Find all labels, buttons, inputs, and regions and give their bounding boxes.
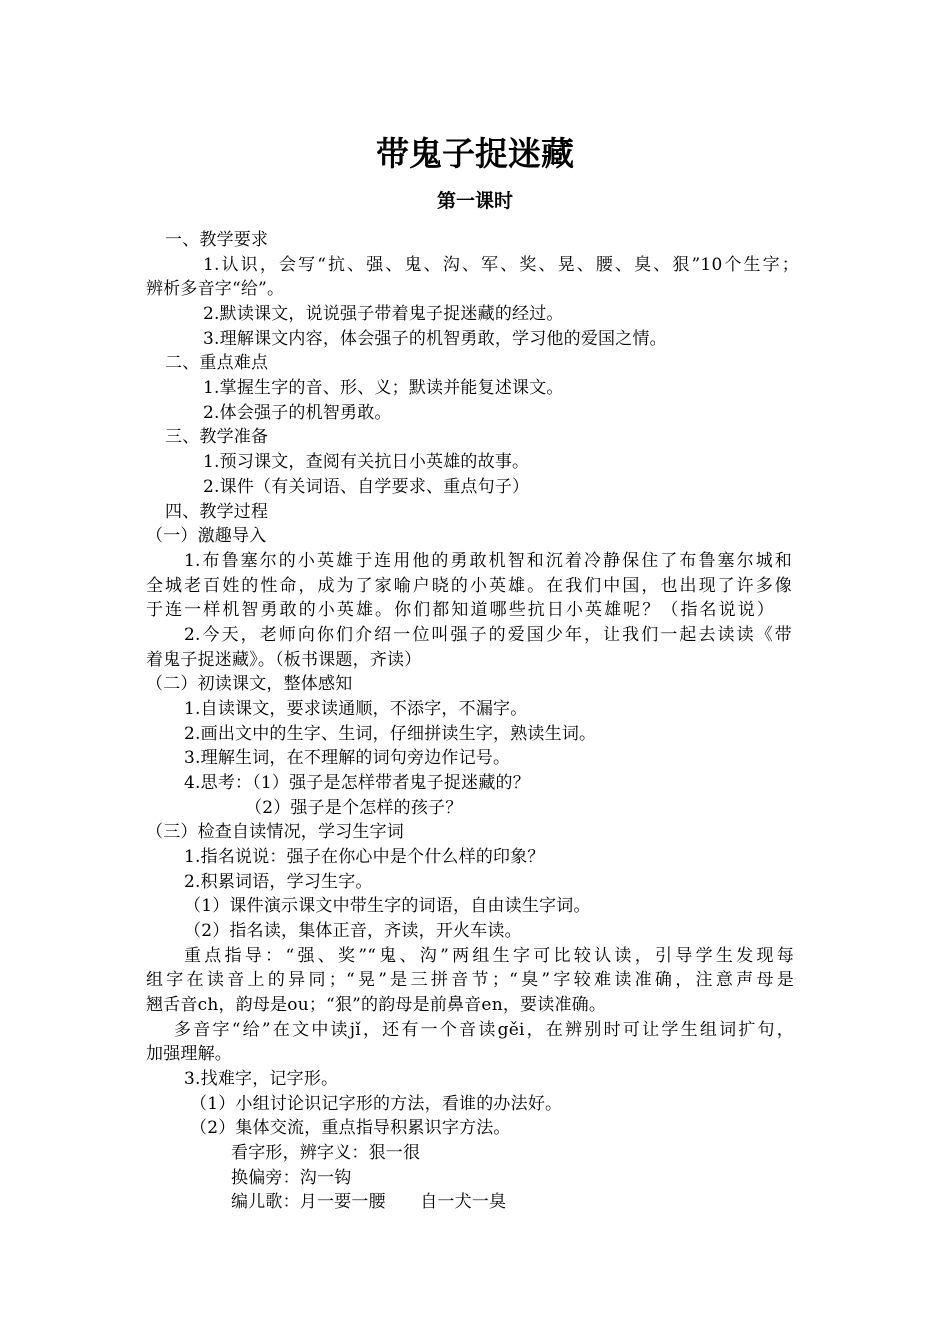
paragraph-line: 1.认识，会写“抗、强、鬼、沟、军、奖、晃、腰、臭、狠”10个生字； — [203, 255, 799, 275]
paragraph-line: 2.课件（有关词语、自学要求、重点句子） — [203, 477, 530, 497]
section-heading: 四、教学过程 — [165, 502, 269, 522]
paragraph-line: 2.默读课文，说说强子带着鬼子捉迷藏的经过。 — [203, 304, 564, 324]
paragraph-line: 于连一样机智勇敢的小英雄。你们都知道哪些抗日小英雄呢？（指名说说） — [146, 600, 774, 620]
paragraph-line: 1.预习课文，查阅有关抗日小英雄的故事。 — [203, 452, 530, 472]
paragraph-line: 翘舌音ch，韵母是ou；“狠”的韵母是前鼻音en，要读准确。 — [146, 995, 607, 1015]
subsection-heading: （三）检查自读情况，学习生字词 — [146, 822, 404, 842]
document-title: 带鬼子捉迷藏 — [376, 134, 574, 173]
paragraph-line: 4.思考：（1）强子是怎样带者鬼子捉迷藏的？ — [184, 773, 530, 793]
paragraph-line: 看字形，辨字义：狠一很 — [231, 1143, 421, 1163]
paragraph-line: （1）小组讨论识记字形的方法，看谁的办法好。 — [190, 1094, 563, 1114]
paragraph-line: （1）课件演示课文中带生字的词语，自由读生字词。 — [184, 896, 591, 916]
paragraph-line: 着鬼子捉迷藏》。（板书课题，齐读） — [146, 650, 422, 670]
paragraph-line: 加强理解。 — [146, 1044, 232, 1064]
paragraph-line: 2.画出文中的生字、生词，仔细拼读生字，熟读生词。 — [184, 724, 597, 744]
paragraph-line: 多音字“给”在文中读jǐ，还有一个音读gěi，在辨别时可让学生组词扩句， — [174, 1020, 794, 1040]
paragraph-line: 3.理解生词，在不理解的词句旁边作记号。 — [184, 748, 511, 768]
paragraph-line: 1.指名说说：强子在你心中是个什么样的印象？ — [184, 847, 545, 867]
subsection-heading: （二）初读课文，整体感知 — [146, 674, 353, 694]
paragraph-line: （2）集体交流，重点指导积累识字方法。 — [190, 1118, 511, 1138]
section-heading: 二、重点难点 — [165, 353, 269, 373]
paragraph-line: 1.掌握生字的音、形、义；默读并能复述课文。 — [203, 378, 564, 398]
paragraph-line: 重点指导：“强、奖”“鬼、沟”两组生字可比较认读，引导学生发现每 — [184, 946, 794, 966]
paragraph-line: 1.布鲁塞尔的小英雄于连用他的勇敢机智和沉着冷静保住了布鲁塞尔城和 — [184, 551, 792, 571]
paragraph-line: （2）强子是个怎样的孩子？ — [245, 798, 463, 818]
subsection-heading: （一）激趣导入 — [146, 526, 267, 546]
section-heading: 三、教学准备 — [165, 427, 269, 447]
paragraph-line: 3.理解课文内容，体会强子的机智勇敢，学习他的爱国之情。 — [203, 329, 667, 349]
paragraph-line: 全城老百姓的性命，成为了家喻户晓的小英雄。在我们中国，也出现了许多像 — [146, 576, 792, 596]
lesson-subtitle: 第一课时 — [436, 190, 513, 212]
section-heading: 一、教学要求 — [165, 230, 269, 250]
paragraph-line: 换偏旁：沟一钩 — [231, 1168, 352, 1188]
paragraph-line: （2）指名读，集体正音，齐读，开火车读。 — [184, 921, 522, 941]
paragraph-line: 组字在读音上的异同；“晃”是三拼音节；“臭”字较难读准确，注意声母是 — [146, 970, 794, 990]
paragraph-line: 编儿歌：月一要一腰 自一犬一臭 — [231, 1192, 507, 1212]
paragraph-line: 1.自读课文，要求读通顺，不添字，不漏字。 — [184, 699, 528, 719]
paragraph-line: 2.体会强子的机智勇敢。 — [203, 403, 392, 423]
paragraph-line: 3.找难字，记字形。 — [184, 1069, 339, 1089]
paragraph-line: 2.积累词语，学习生字。 — [184, 872, 373, 892]
paragraph-line: 2.今天，老师向你们介绍一位叫强子的爱国少年，让我们一起去读读《带 — [184, 625, 792, 645]
paragraph-line: 辨析多音字“给”。 — [146, 279, 285, 299]
